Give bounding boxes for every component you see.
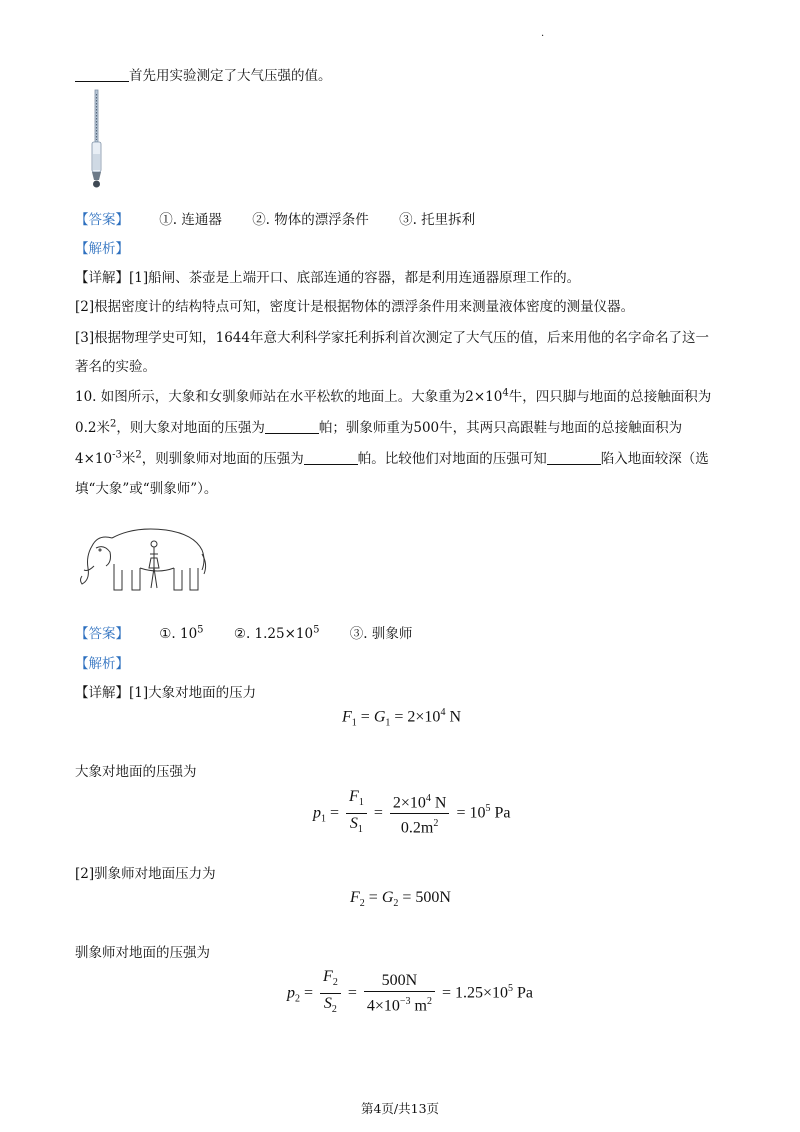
answer-blank bbox=[265, 419, 319, 434]
q10-answer-2: ②. $1.25\times 10^5$ bbox=[233, 624, 320, 642]
answer-blank bbox=[547, 450, 601, 465]
barometer-tube bbox=[95, 90, 98, 142]
q10-stem-line-3: $4\times 10^{-3}$米$^2$，则驯象师对地面的压强为 帕。比较他们对地面的压强可知 陷入地面较深（选 bbox=[75, 449, 709, 467]
equation-trainer-pressure: $p_2$ = $\frac{F_2}{S_2}$ = $\frac{500N}{4\times 10^{-3} m^2}$ = $1.25\times 10^5$ Pa bbox=[287, 968, 534, 1016]
q9-detail-2: [2]根据密度计的结构特点可知，密度计是根据物体的漂浮条件用来测量液体密度的测量仪器。 bbox=[75, 299, 635, 315]
q9-answer-3: ③. 托里拆利 bbox=[399, 212, 476, 228]
q9-analysis-tag: 【解析】 bbox=[75, 241, 129, 257]
q9-detail-3: [3]根据物理学史可知，1644年意大利科学家托利拆利首次测定了大气压的值，后来用他的名字命名了这一 bbox=[75, 330, 709, 346]
q10-stem-line-1: 10. 如图所示，大象和女驯象师站在水平松软的地面上。大象重为$2\times 10^4$牛，四只脚与地面的总接触面积为 bbox=[75, 387, 712, 405]
top-mark: . bbox=[541, 28, 545, 39]
answer-blank bbox=[75, 67, 129, 82]
answer-blank bbox=[304, 450, 358, 465]
page-footer: 第4页/共13页 bbox=[360, 1101, 440, 1116]
elephant-trainer-figure bbox=[76, 524, 210, 596]
elephant-illustration bbox=[81, 529, 206, 590]
q10-analysis-tag: 【解析】 bbox=[75, 656, 129, 672]
q9-stem: 首先用实验测定了大气压强的值。 bbox=[75, 64, 332, 84]
q9-detail-4: 著名的实验。 bbox=[75, 359, 156, 375]
q10-stem-line-2: 0.2米$^2$，则大象对地面的压强为 帕；驯象师重为500牛，其两只高跟鞋与地面的总接触面积为 bbox=[75, 418, 683, 436]
q10-answer-1: ①. $10^5$ bbox=[159, 624, 204, 642]
q10-answer-3: ③. 驯象师 bbox=[349, 626, 413, 642]
q10-detail-2: [2]驯象师对地面压力为 bbox=[75, 866, 216, 882]
q9-answer-row bbox=[75, 208, 475, 228]
q10-label-p1: 大象对地面的压强为 bbox=[75, 764, 197, 780]
trainer-illustration bbox=[149, 541, 159, 588]
q9-answer-1: ①. 连通器 bbox=[159, 212, 222, 228]
answer-tag: 【答案】 bbox=[75, 212, 129, 228]
barometer-figure bbox=[84, 88, 108, 192]
equation-trainer-force: $F_2 = G_2 = 500N$ bbox=[350, 889, 451, 910]
equation-elephant-pressure: $p_1$ = $\frac{F_1}{S_1}$ = $\frac{2\times 10^4 N}{0.2m^2}$ = $10^5$ Pa bbox=[313, 788, 511, 837]
q9-answer-2: ②. 物体的漂浮条件 bbox=[252, 212, 369, 228]
answer-tag: 【答案】 bbox=[75, 626, 129, 642]
barometer-bulb bbox=[92, 142, 101, 188]
q10-answer-row bbox=[75, 622, 412, 642]
q9-detail-1: 【详解】[1]船闸、茶壶是上端开口、底部连通的容器，都是利用连通器原理工作的。 bbox=[75, 270, 581, 286]
q10-stem-line-4: 填“大象”或“驯象师”）。 bbox=[75, 481, 218, 497]
equation-elephant-force: $F_1 = G_1 = 2\times 10^4$ N bbox=[342, 707, 461, 729]
q10-label-p2: 驯象师对地面的压强为 bbox=[75, 945, 210, 961]
q10-detail-1: 【详解】[1]大象对地面的压力 bbox=[75, 685, 257, 701]
